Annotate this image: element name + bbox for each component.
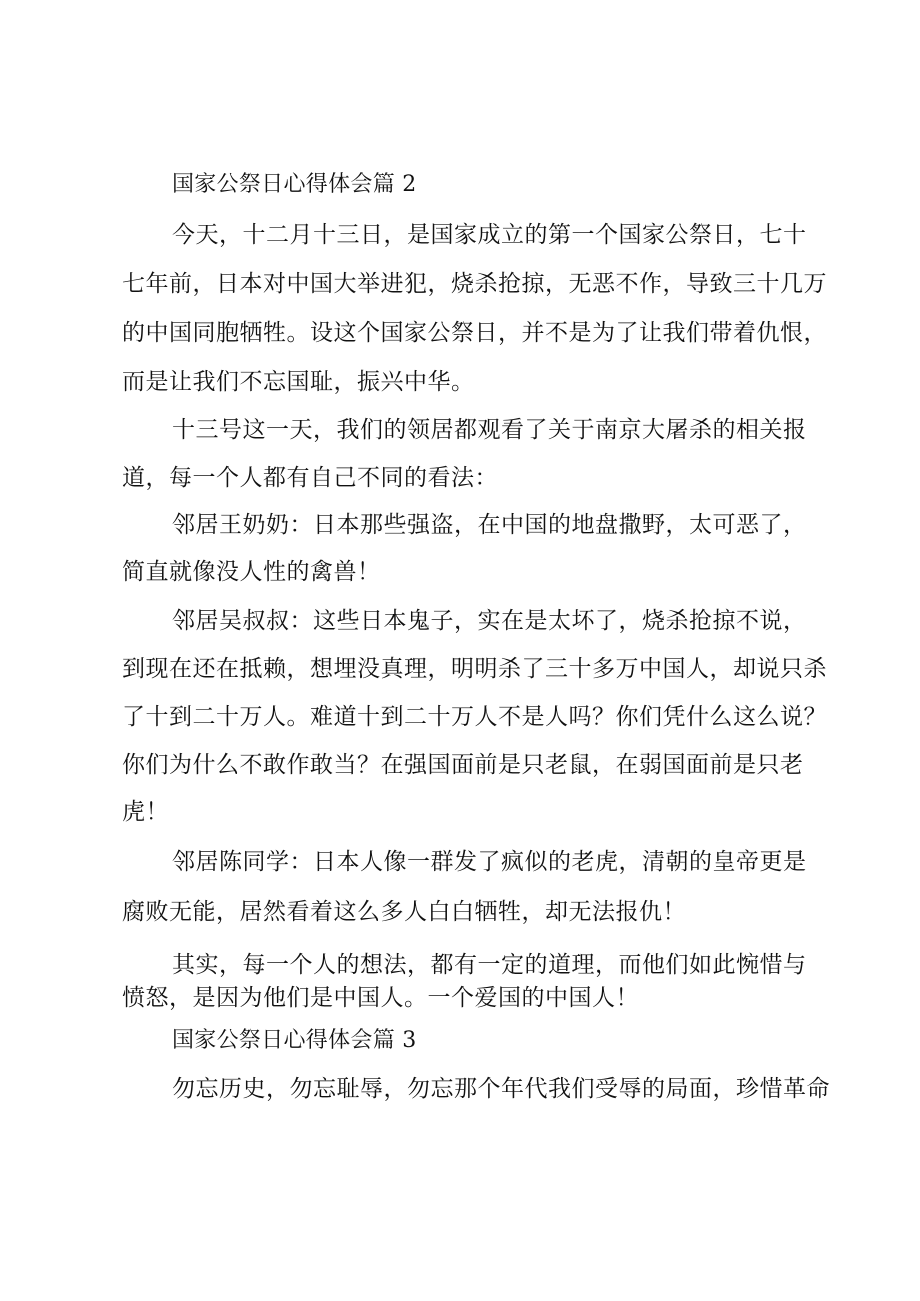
paragraph-line: 简直就像没人性的禽兽！: [122, 559, 381, 585]
paragraph-line: 腐败无能，居然看着这么多人白白牺牲，却无法报仇！: [122, 899, 686, 925]
paragraph-line: 愤怒，是因为他们是中国人。一个爱国的中国人！: [122, 985, 639, 1011]
section-heading: 国家公祭日心得体会篇 3: [172, 1028, 417, 1053]
paragraph-line: 十三号这一天，我们的领居都观看了关于南京大屠杀的相关报: [172, 417, 807, 443]
paragraph-line: 七年前，日本对中国大举进犯，烧杀抢掠，无恶不作，导致三十几万: [122, 271, 827, 297]
section-heading: 国家公祭日心得体会篇 2: [172, 172, 417, 197]
paragraph-line: 其实，每一个人的想法，都有一定的道理，而他们如此惋惜与: [172, 952, 807, 978]
paragraph-line: 今天，十二月十三日，是国家成立的第一个国家公祭日，七十: [172, 222, 807, 248]
paragraph-line: 虎！: [122, 799, 169, 825]
paragraph-line: 你们为什么不敢作敢当？在强国面前是只老鼠，在弱国面前是只老: [122, 752, 804, 778]
paragraph-line: 了十到二十万人。难道十到二十万人不是人吗？你们凭什么这么说？: [122, 704, 827, 730]
paragraph-line: 邻居吴叔叔：这些日本鬼子，实在是太坏了，烧杀抢掠不说，: [172, 608, 807, 634]
paragraph-line: 的中国同胞牺牲。设这个国家公祭日，并不是为了让我们带着仇恨，: [122, 320, 827, 346]
paragraph-line: 而是让我们不忘国耻，振兴中华。: [122, 369, 475, 395]
paragraph-line: 邻居王奶奶：日本那些强盗，在中国的地盘撒野，太可恶了，: [172, 512, 807, 538]
paragraph-line: 勿忘历史，勿忘耻辱，勿忘那个年代我们受辱的局面，珍惜革命: [172, 1076, 830, 1102]
paragraph-line: 到现在还在抵赖，想埋没真理，明明杀了三十多万中国人，却说只杀: [122, 656, 827, 682]
paragraph-line: 道，每一个人都有自己不同的看法：: [122, 465, 498, 491]
paragraph-line: 邻居陈同学：日本人像一群发了疯似的老虎，清朝的皇帝更是: [172, 849, 807, 875]
